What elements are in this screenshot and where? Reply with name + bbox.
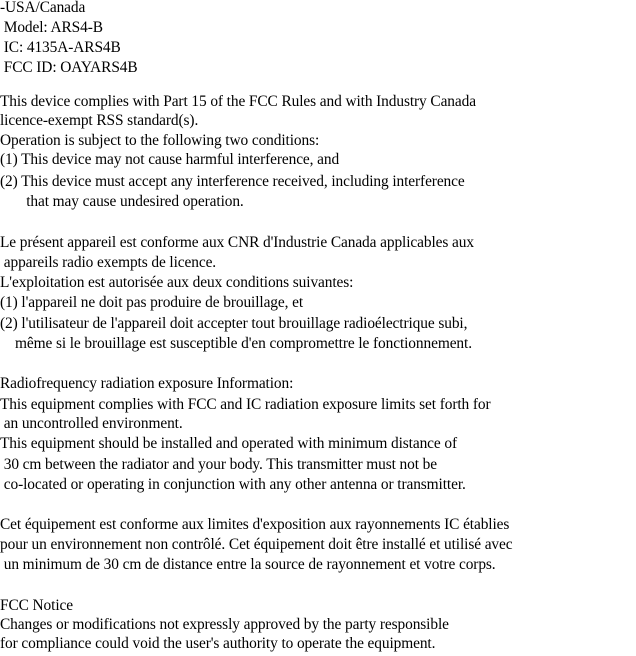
ised-compliance-line: (2) l'utilisateur de l'appareil doit accepter tout brouillage radioélectrique subi, xyxy=(0,315,468,332)
ised-compliance-line: (1) l'appareil ne doit pas produire de brouillage, et xyxy=(0,294,304,311)
ised-compliance-line: même si le brouillage est susceptible d'en compromettre le fonctionnement. xyxy=(0,335,472,352)
rf-exposure-line: co-located or operating in conjunction with any other antenna or transmitter. xyxy=(0,476,466,493)
rf-exposure-line: 30 cm between the radiator and your body. This transmitter must not be xyxy=(0,456,437,473)
ised-compliance-line: appareils radio exempts de licence. xyxy=(0,254,217,271)
fcc-compliance-line: Operation is subject to the following two conditions: xyxy=(0,132,320,149)
fcc-compliance-line: that may cause undesired operation. xyxy=(0,193,244,210)
fcc-notice-line: Changes or modifications not expressly approved by the party responsible xyxy=(0,616,449,633)
ised-compliance-line: Le présent appareil est conforme aux CNR d'Industrie Canada applicables aux xyxy=(0,234,474,251)
rf-exposure-fr-line: un minimum de 30 cm de distance entre la source de rayonnement et votre corps. xyxy=(0,556,496,573)
rf-exposure-line: Radiofrequency radiation exposure Information: xyxy=(0,375,294,392)
ised-compliance-line: L'exploitation est autorisée aux deux conditions suivantes: xyxy=(0,274,354,291)
fcc-compliance-line: (1) This device may not cause harmful interference, and xyxy=(0,151,340,168)
fcc-compliance-line: This device complies with Part 15 of the FCC Rules and with Industry Canada xyxy=(0,93,476,110)
rf-exposure-line: This equipment complies with FCC and IC radiation exposure limits set forth for xyxy=(0,396,491,413)
ic-number: IC: 4135A-ARS4B xyxy=(0,39,121,56)
rf-exposure-line: an uncontrolled environment. xyxy=(0,415,183,432)
fcc-compliance-line: (2) This device must accept any interference received, including interference xyxy=(0,173,465,190)
fcc-notice-heading: FCC Notice xyxy=(0,597,73,614)
rf-exposure-fr-line: Cet équipement est conforme aux limites d'exposition aux rayonnements IC établies xyxy=(0,516,510,533)
rf-exposure-line: This equipment should be installed and operated with minimum distance of xyxy=(0,435,457,452)
model-number: Model: ARS4-B xyxy=(0,19,103,36)
fcc-notice-line: for compliance could void the user's authority to operate the equipment. xyxy=(0,635,436,652)
fcc-compliance-line: licence-exempt RSS standard(s). xyxy=(0,112,199,129)
fcc-id: FCC ID: OAYARS4B xyxy=(0,59,138,76)
rf-exposure-fr-line: pour un environnement non contrôlé. Cet équipement doit être installé et utilisé avec xyxy=(0,536,513,553)
region-title: -USA/Canada xyxy=(0,0,86,16)
